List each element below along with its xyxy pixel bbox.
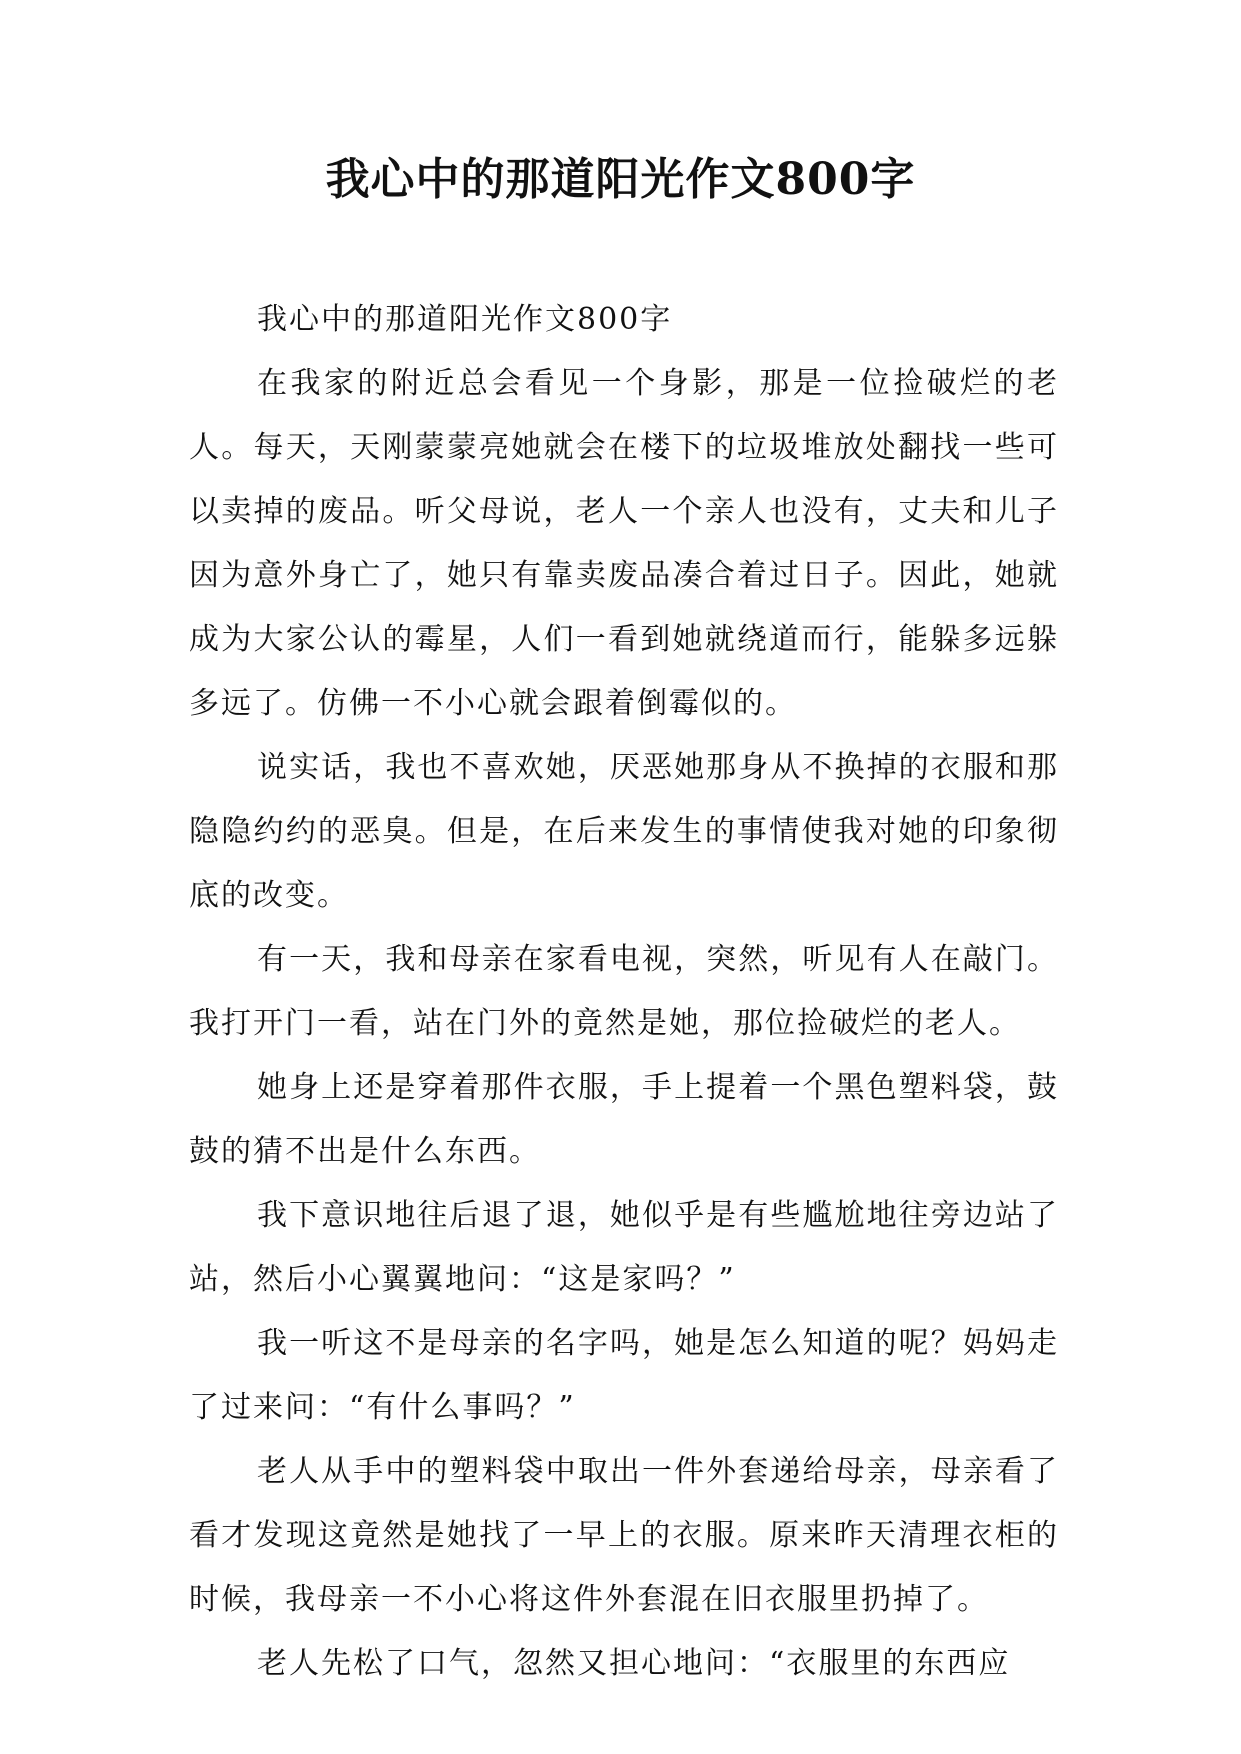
- paragraph: 老人先松了口气，忽然又担心地问：“衣服里的东西应: [257, 1646, 1011, 1681]
- paragraph: 说实话，我也不喜欢她，厌恶她那身从不换掉的衣服和那隐隐约约的恶臭。但是，在后来发生的事情使我对她的印象彻底的改变。: [189, 750, 1059, 913]
- paragraph: 我下意识地往后退了退，她似乎是有些尴尬地往旁边站了站，然后小心翼翼地问：“这是家吗？”: [189, 1198, 1059, 1297]
- paragraph: 我一听这不是母亲的名字吗，她是怎么知道的呢？妈妈走了过来问：“有什么事吗？”: [189, 1326, 1059, 1425]
- paragraph: 我心中的那道阳光作文800字: [257, 302, 673, 337]
- paragraph: 在我家的附近总会看见一个身影，那是一位捡破烂的老人。每天，天刚蒙蒙亮她就会在楼下的垃圾堆放处翻找一些可以卖掉的废品。听父母说，老人一个亲人也没有，丈夫和儿子因为意外身亡了，她只有靠卖废品凑合着过日子。因此，她就成为大家公认的霉星，人们一看到她就绕道而行，能躲多远躲多远了。仿佛一不小心就会跟着倒霉似的。: [189, 366, 1059, 721]
- paragraph: 老人从手中的塑料袋中取出一件外套递给母亲，母亲看了看才发现这竟然是她找了一早上的衣服。原来昨天清理衣柜的时候，我母亲一不小心将这件外套混在旧衣服里扔掉了。: [189, 1454, 1059, 1617]
- paragraph: 有一天，我和母亲在家看电视，突然，听见有人在敲门。我打开门一看，站在门外的竟然是她，那位捡破烂的老人。: [189, 942, 1059, 1041]
- document-body: [189, 288, 1059, 1696]
- paragraph: 她身上还是穿着那件衣服，手上提着一个黑色塑料袋，鼓鼓的猜不出是什么东西。: [189, 1070, 1059, 1169]
- document-title: 我心中的那道阳光作文800字: [325, 154, 916, 205]
